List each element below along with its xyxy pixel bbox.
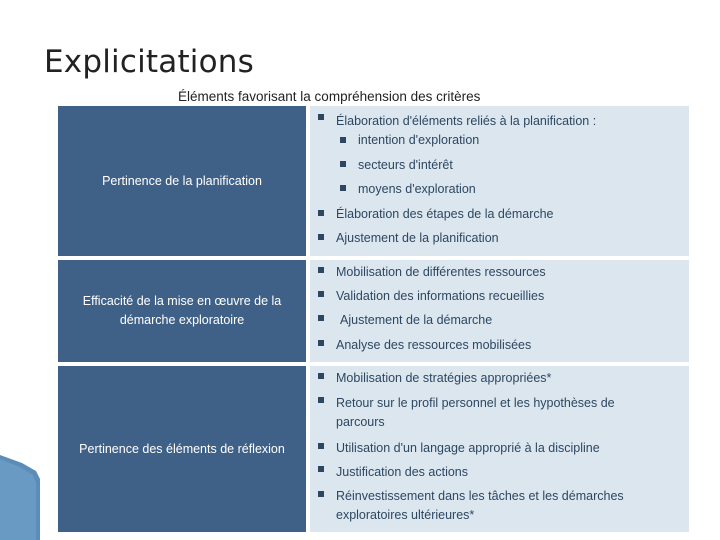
bullet-icon bbox=[340, 137, 346, 143]
list-item: exploratoires ultérieures* bbox=[336, 508, 475, 522]
list-item: Analyse des ressources mobilisées bbox=[336, 338, 532, 352]
bullet-icon bbox=[318, 315, 324, 321]
list-item: secteurs d'intérêt bbox=[358, 158, 453, 172]
criterion-label: Efficacité de la mise en œuvre de la démarche exploratoire bbox=[82, 294, 282, 327]
bullet-icon bbox=[318, 267, 324, 273]
list-item: Ajustement de la planification bbox=[336, 231, 499, 245]
criterion-label: Pertinence de la planification bbox=[102, 173, 262, 188]
criteria-row bbox=[58, 366, 689, 532]
bullet-icon bbox=[318, 234, 324, 240]
list-item: Élaboration d'éléments reliés à la planification : bbox=[336, 114, 597, 128]
criterion-cell bbox=[58, 366, 306, 532]
bullet-icon bbox=[318, 114, 324, 120]
bullet-icon bbox=[340, 185, 346, 191]
bullet-icon bbox=[318, 491, 324, 497]
items-cell bbox=[310, 366, 689, 532]
bullet-icon bbox=[318, 443, 324, 449]
list-item: Validation des informations recueillies bbox=[336, 289, 545, 303]
bullet-icon bbox=[340, 161, 346, 167]
list-item: Ajustement de la démarche bbox=[340, 313, 493, 327]
criteria-table bbox=[58, 106, 689, 532]
list-item: Justification des actions bbox=[336, 465, 469, 479]
criteria-row bbox=[58, 106, 689, 256]
bullet-icon bbox=[318, 210, 324, 216]
list-item: Mobilisation de différentes ressources bbox=[336, 265, 546, 279]
bullet-icon bbox=[318, 340, 324, 346]
table-caption: Éléments favorisant la compréhension des critères bbox=[178, 89, 481, 104]
list-item: Retour sur le profil personnel et les hypothèses de bbox=[336, 396, 615, 410]
criterion-cell bbox=[58, 260, 306, 362]
items-cell bbox=[310, 260, 689, 362]
list-item: parcours bbox=[336, 415, 385, 429]
bullet-icon bbox=[318, 373, 324, 379]
list-item: Élaboration des étapes de la démarche bbox=[336, 207, 554, 221]
slide-title: Explicitations bbox=[44, 44, 254, 80]
bullet-icon bbox=[318, 291, 324, 297]
bullet-icon bbox=[318, 466, 324, 472]
bullet-icon bbox=[318, 397, 324, 403]
criteria-row bbox=[58, 260, 689, 362]
criterion-label: Pertinence des éléments de réflexion bbox=[79, 441, 285, 456]
list-item: Réinvestissement dans les tâches et les démarches bbox=[336, 489, 624, 503]
criterion-cell bbox=[58, 106, 306, 256]
list-item: moyens d'exploration bbox=[358, 182, 476, 196]
decorative-shape bbox=[0, 455, 40, 540]
list-item: Utilisation d'un langage approprié à la discipline bbox=[336, 441, 600, 455]
items-cell bbox=[310, 106, 689, 256]
list-item: Mobilisation de stratégies appropriées* bbox=[336, 371, 552, 385]
list-item: intention d'exploration bbox=[358, 133, 480, 147]
